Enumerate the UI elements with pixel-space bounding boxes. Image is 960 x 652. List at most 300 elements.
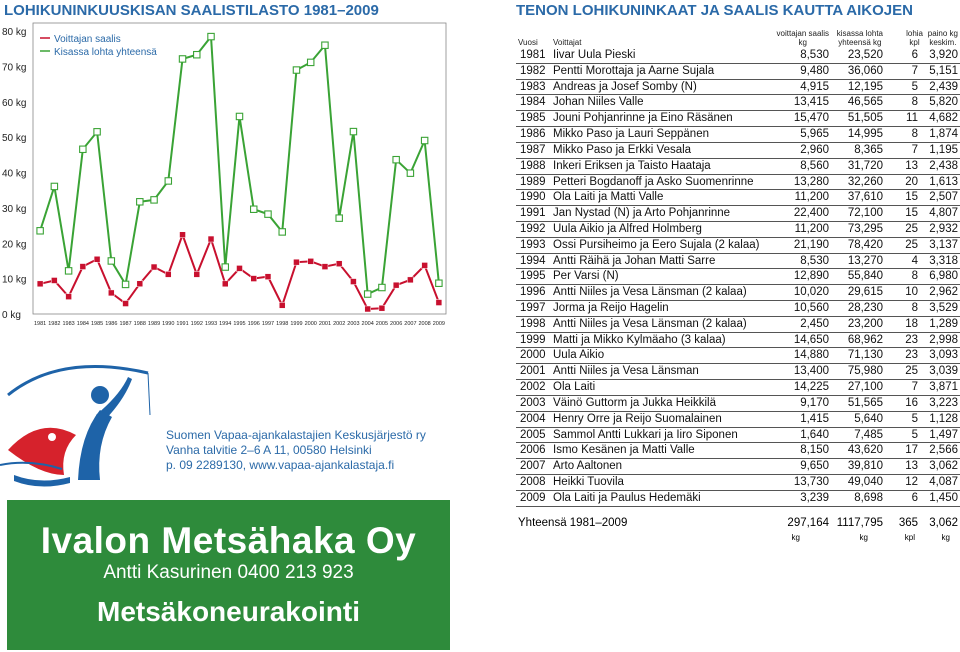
total-unit-kpl: kpl [904,533,915,542]
table-row [516,412,960,428]
header-winner-catch-line2: kg [798,38,807,47]
row-winners: Väinö Guttorm ja Jukka Heikkilä [553,396,716,409]
table-row [516,396,960,412]
table-body [516,48,960,507]
row-year: 2004 [520,412,546,425]
row-winners: Sammol Antti Lukkari ja Iiro Siponen [553,428,738,441]
data-point-total [393,156,399,162]
data-point-total [308,59,314,65]
row-total-catch: 78,420 [847,238,883,251]
kings-table [516,28,960,507]
ad-contact: Antti Kasurinen 0400 213 923 [103,562,354,583]
row-count: 8 [911,302,918,314]
row-count: 5 [911,412,918,425]
table-row [516,459,960,475]
row-year: 1996 [520,286,546,299]
row-count: 25 [905,238,918,251]
data-point-total [194,52,200,58]
data-point-winner [379,305,385,311]
data-point-winner [265,274,271,280]
row-winners: Antti Niiles ja Vesa Länsman (2 kalaa) [553,317,747,330]
y-tick-label: 60 kg [2,97,27,109]
row-count: 10 [905,286,918,299]
row-avg-weight: 1,289 [929,317,958,330]
x-tick-label: 1989 [147,321,161,327]
row-winner-catch: 14,880 [793,349,829,362]
row-winners: Uula Aikio ja Alfred Holmberg [553,222,702,235]
data-point-total [407,170,413,176]
x-tick-label: 2007 [404,321,417,327]
table-row [516,159,960,175]
data-point-total [37,228,43,234]
x-tick-label: 1993 [204,321,218,327]
header-avg-weight-line1: paino kg [927,29,958,38]
catch-line-chart [0,22,452,332]
data-point-winner [51,277,57,283]
row-count: 16 [905,396,918,409]
row-winners: Mikko Paso ja Erkki Vesala [553,143,692,156]
data-point-total [421,137,427,143]
x-tick-label: 2006 [390,321,403,327]
data-point-total [165,178,171,184]
row-year: 1990 [520,191,546,204]
association-info [166,428,426,473]
row-year: 1994 [520,254,546,267]
data-point-total [208,33,214,39]
row-winner-catch: 8,560 [800,159,829,172]
row-avg-weight: 3,318 [929,254,958,267]
data-point-total [179,56,185,62]
row-winners: Ismo Kesänen ja Matti Valle [553,444,695,457]
row-winner-catch: 2,450 [800,317,829,330]
association-contact: p. 09 2289130, www.vapaa-ajankalastaja.fi [166,458,395,472]
x-tick-label: 1985 [90,321,104,327]
table-row [516,254,960,270]
row-year: 1992 [520,222,546,235]
data-point-winner [137,281,143,287]
total-label: Yhteensä 1981–2009 [518,517,628,529]
x-tick-label: 1984 [76,321,89,327]
data-point-total [137,199,143,205]
row-winner-catch: 8,150 [800,444,829,457]
row-winners: Antti Niiles ja Vesa Länsman (2 kalaa) [553,286,747,299]
x-tick-label: 1994 [219,321,232,327]
row-avg-weight: 3,039 [929,365,958,378]
row-winner-catch: 12,890 [793,270,829,283]
y-tick-label: 30 kg [2,203,27,215]
data-point-winner [123,301,129,307]
header-winner-catch-line1: voittajan saalis [776,29,829,38]
row-winner-catch: 21,190 [793,238,829,251]
row-count: 18 [905,317,918,330]
row-year: 2008 [520,475,546,488]
row-total-catch: 14,995 [847,128,883,141]
table-row [516,317,960,333]
data-point-winner [308,258,314,264]
row-avg-weight: 3,137 [929,238,958,251]
row-total-catch: 23,520 [847,49,883,61]
y-tick-label: 80 kg [2,27,27,38]
row-year: 2009 [520,491,546,504]
x-tick-label: 2000 [304,321,317,327]
row-avg-weight: 1,874 [929,128,958,141]
row-count: 23 [905,349,918,362]
table-row [516,301,960,317]
row-count: 6 [911,49,918,61]
total-catch: 1117,795 [836,517,883,529]
row-winner-catch: 4,915 [800,80,829,93]
row-year: 1993 [520,238,546,251]
x-tick-label: 2002 [333,321,346,327]
row-avg-weight: 1,497 [929,428,958,441]
row-year: 2001 [520,365,546,378]
row-winners: Jorma ja Reijo Hagelin [553,302,669,314]
header-avg-weight-line2: keskim. [929,38,957,47]
row-total-catch: 49,040 [847,475,883,488]
row-winners: Antti Niiles ja Vesa Länsman [553,365,699,378]
data-point-total [364,291,370,297]
series-line-total [40,37,439,294]
row-total-catch: 39,810 [847,460,883,473]
data-point-winner [37,281,43,287]
ad-service: Metsäkoneurakointi [97,596,360,627]
row-winner-catch: 14,225 [793,381,829,394]
total-winner-catch: 297,164 [787,517,829,529]
data-point-winner [293,259,299,265]
total-unit-kg: kg [791,533,800,542]
row-total-catch: 27,100 [847,381,883,394]
row-year: 1991 [520,207,546,220]
data-point-winner [194,271,200,277]
row-winners: Petteri Bogdanoff ja Asko Suomenrinne [553,175,754,188]
data-point-winner [66,294,72,300]
header-total-catch-line1: kisassa lohta [836,29,883,38]
row-count: 6 [911,491,918,504]
x-tick-label: 2008 [418,321,431,327]
data-point-winner [322,264,328,270]
data-point-winner [436,300,442,306]
ad-company-name: Ivalon Metsähaka Oy [40,520,417,561]
x-tick-label: 1990 [162,321,175,327]
row-count: 7 [911,381,918,394]
x-tick-label: 2009 [432,321,446,327]
table-header [516,28,960,48]
row-winner-catch: 1,640 [800,428,829,441]
series-line-winner [40,235,439,309]
row-total-catch: 7,485 [854,428,883,441]
y-tick-label: 40 kg [2,168,27,180]
data-point-total [350,128,356,134]
row-year: 1989 [520,175,546,188]
data-point-total [251,206,257,212]
y-tick-label: 70 kg [2,62,27,74]
row-total-catch: 43,620 [847,444,883,457]
row-avg-weight: 4,682 [929,112,958,125]
table-row [516,285,960,301]
row-year: 2000 [520,349,546,362]
x-tick-label: 1995 [233,321,246,327]
row-avg-weight: 1,195 [929,143,958,156]
data-point-total [151,197,157,203]
row-avg-weight: 4,807 [929,207,958,220]
header-count-line1: lohia [906,29,923,38]
row-avg-weight: 3,062 [929,460,958,473]
row-winner-catch: 9,170 [800,396,829,409]
data-point-winner [407,277,413,283]
x-tick-label: 1986 [105,321,118,327]
row-total-catch: 51,505 [847,112,883,125]
row-count: 15 [905,191,918,204]
row-year: 1981 [520,49,546,61]
row-winner-catch: 13,280 [793,175,829,188]
x-tick-label: 2003 [347,321,360,327]
row-total-catch: 75,980 [847,365,883,378]
row-avg-weight: 3,920 [929,49,958,61]
data-point-winner [365,306,371,312]
row-year: 2002 [520,381,546,394]
row-avg-weight: 1,128 [929,412,958,425]
row-year: 1984 [520,96,546,109]
row-winner-catch: 1,415 [800,412,829,425]
row-count: 5 [911,80,918,93]
row-year: 1998 [520,317,546,330]
row-total-catch: 32,260 [847,175,883,188]
row-count: 13 [905,159,918,172]
row-total-catch: 5,640 [854,412,883,425]
table-row [516,380,960,396]
row-avg-weight: 4,087 [929,475,958,488]
row-winner-catch: 8,530 [800,254,829,267]
row-winner-catch: 13,730 [793,475,829,488]
y-tick-label: 10 kg [2,274,27,286]
row-avg-weight: 2,439 [929,80,958,93]
row-total-catch: 36,060 [847,64,883,77]
data-point-winner [251,276,257,282]
table-row [516,190,960,206]
data-point-winner [237,265,243,271]
row-winner-catch: 5,965 [800,128,829,141]
row-winner-catch: 10,020 [793,286,829,299]
data-point-total [379,284,385,290]
row-winners: Mikko Paso ja Lauri Seppänen [553,128,709,141]
data-point-total [80,146,86,152]
y-tick-label: 50 kg [2,133,27,145]
data-point-winner [108,290,114,296]
row-total-catch: 72,100 [847,207,883,220]
row-winners: Iivar Uula Pieski [553,49,636,61]
data-point-total [322,42,328,48]
table-row [516,206,960,222]
row-winners: Matti ja Mikko Kylmäaho (3 kalaa) [553,333,726,346]
row-year: 2003 [520,396,546,409]
row-count: 8 [911,128,918,141]
table-row [516,269,960,285]
row-winners: Arto Aaltonen [553,460,623,473]
data-point-total [51,183,57,189]
data-point-winner [393,282,399,288]
row-winners: Jan Nystad (N) ja Arto Pohjanrinne [553,207,731,220]
row-total-catch: 13,270 [847,254,883,267]
data-point-winner [165,271,171,277]
x-tick-label: 1996 [247,321,260,327]
table-row [516,111,960,127]
x-tick-label: 1988 [133,321,146,327]
row-winners: Antti Räihä ja Johan Matti Sarre [553,254,716,267]
data-point-winner [222,281,228,287]
row-winner-catch: 9,480 [800,64,829,77]
row-year: 1987 [520,143,546,156]
row-winners: Ossi Pursiheimo ja Eero Sujala (2 kalaa) [553,238,760,251]
data-point-winner [151,264,157,270]
row-winners: Ola Laiti [553,381,596,394]
row-winners: Johan Niiles Valle [553,96,644,109]
data-point-total [436,280,442,286]
row-avg-weight: 2,998 [929,333,958,346]
table-row [516,127,960,143]
row-avg-weight: 3,529 [929,302,958,314]
x-tick-label: 1998 [276,321,289,327]
row-avg-weight: 2,932 [929,222,958,235]
row-winners: Inkeri Eriksen ja Taisto Haataja [553,159,711,172]
data-point-winner [80,264,86,270]
row-avg-weight: 2,962 [929,286,958,299]
row-count: 13 [905,460,918,473]
table-title: TENON LOHIKUNINKAAT JA SAALIS KAUTTA AIKOJEN [516,2,913,19]
row-count: 8 [911,96,918,109]
data-point-total [293,67,299,73]
header-winners: Voittajat [553,38,582,47]
row-count: 23 [905,333,918,346]
row-avg-weight: 3,871 [929,381,958,394]
row-winners: Pentti Morottaja ja Aarne Sujala [553,64,715,77]
association-address: Vanha talvitie 2–6 A 11, 00580 Helsinki [166,443,372,457]
row-winner-catch: 14,650 [793,333,829,346]
row-count: 20 [905,175,918,188]
row-winner-catch: 2,960 [800,143,829,156]
table-row [516,143,960,159]
row-total-catch: 31,720 [847,159,883,172]
row-total-catch: 23,200 [847,317,883,330]
data-point-winner [279,302,285,308]
total-unit-kg: kg [941,533,950,542]
row-total-catch: 73,295 [847,222,883,235]
legend-label: Voittajan saalis [54,34,121,45]
row-avg-weight: 5,151 [929,64,958,77]
row-winner-catch: 9,650 [800,460,829,473]
row-winner-catch: 3,239 [800,491,829,504]
x-tick-label: 2005 [375,321,389,327]
header-avg-weight [928,29,958,47]
row-total-catch: 37,610 [847,191,883,204]
data-point-total [222,264,228,270]
row-year: 1985 [520,112,546,125]
row-count: 11 [906,112,918,125]
table-row [516,364,960,380]
row-avg-weight: 2,507 [929,191,958,204]
row-count: 5 [911,428,918,441]
x-tick-label: 1982 [48,321,61,327]
row-count: 7 [911,143,918,156]
row-year: 2006 [520,444,546,457]
row-winner-catch: 11,200 [794,222,829,235]
table-row [516,443,960,459]
row-count: 17 [905,444,918,457]
fisherman-logo-icon [0,355,165,495]
association-name: Suomen Vapaa-ajankalastajien Keskusjärjestö ry [166,428,426,442]
row-winner-catch: 10,560 [793,302,829,314]
row-count: 7 [911,64,918,77]
data-point-total [122,281,128,287]
data-point-total [65,268,71,274]
row-count: 8 [911,270,918,283]
header-year: Vuosi [518,38,538,47]
x-tick-label: 1992 [190,321,203,327]
row-count: 15 [905,207,918,220]
header-winner-catch [777,29,829,47]
data-point-total [108,258,114,264]
advertisement-box [7,500,450,650]
table-row [516,80,960,96]
data-point-total [336,215,342,221]
row-count: 12 [905,475,918,488]
data-point-winner [350,279,356,285]
row-total-catch: 51,565 [847,396,883,409]
table-row [516,48,960,64]
table-row [516,238,960,254]
row-winner-catch: 13,400 [793,365,829,378]
data-point-winner [208,236,214,242]
header-total-catch [837,29,883,47]
row-total-catch: 28,230 [847,302,883,314]
row-total-catch: 12,195 [847,80,883,93]
row-year: 1983 [520,80,546,93]
data-point-total [236,113,242,119]
header-total-catch-line2: yhteensä kg [838,38,882,47]
legend-label: Kisassa lohta yhteensä [54,47,157,58]
chart-title: LOHIKUNINKUUSKISAN SAALISTILASTO 1981–2009 [4,2,379,19]
row-winners: Uula Aikio [553,349,605,362]
data-point-winner [94,256,100,262]
row-avg-weight: 2,566 [929,444,958,457]
header-count [906,29,923,47]
association-logo-area [0,355,450,495]
table-total-row [516,517,960,547]
table-row [516,491,960,507]
x-tick-label: 1987 [119,321,132,327]
table-row [516,175,960,191]
row-year: 1982 [520,64,546,77]
row-avg-weight: 5,820 [929,96,958,109]
row-year: 1988 [520,159,546,172]
x-tick-label: 1981 [33,321,47,327]
x-tick-label: 1991 [176,321,189,327]
y-tick-label: 0 kg [2,310,21,321]
row-avg-weight: 6,980 [929,270,958,283]
data-point-winner [422,262,428,268]
data-point-winner [180,232,186,238]
y-tick-label: 20 kg [2,239,27,251]
row-year: 1995 [520,270,546,283]
row-total-catch: 55,840 [847,270,883,283]
row-winner-catch: 15,470 [793,112,829,125]
row-winner-catch: 8,530 [800,49,829,61]
row-winners: Andreas ja Josef Somby (N) [553,80,697,93]
row-winners: Per Varsi (N) [553,270,619,283]
row-count: 4 [911,254,918,267]
row-total-catch: 8,698 [854,491,883,504]
data-point-total [94,129,100,135]
row-year: 1997 [520,302,546,314]
